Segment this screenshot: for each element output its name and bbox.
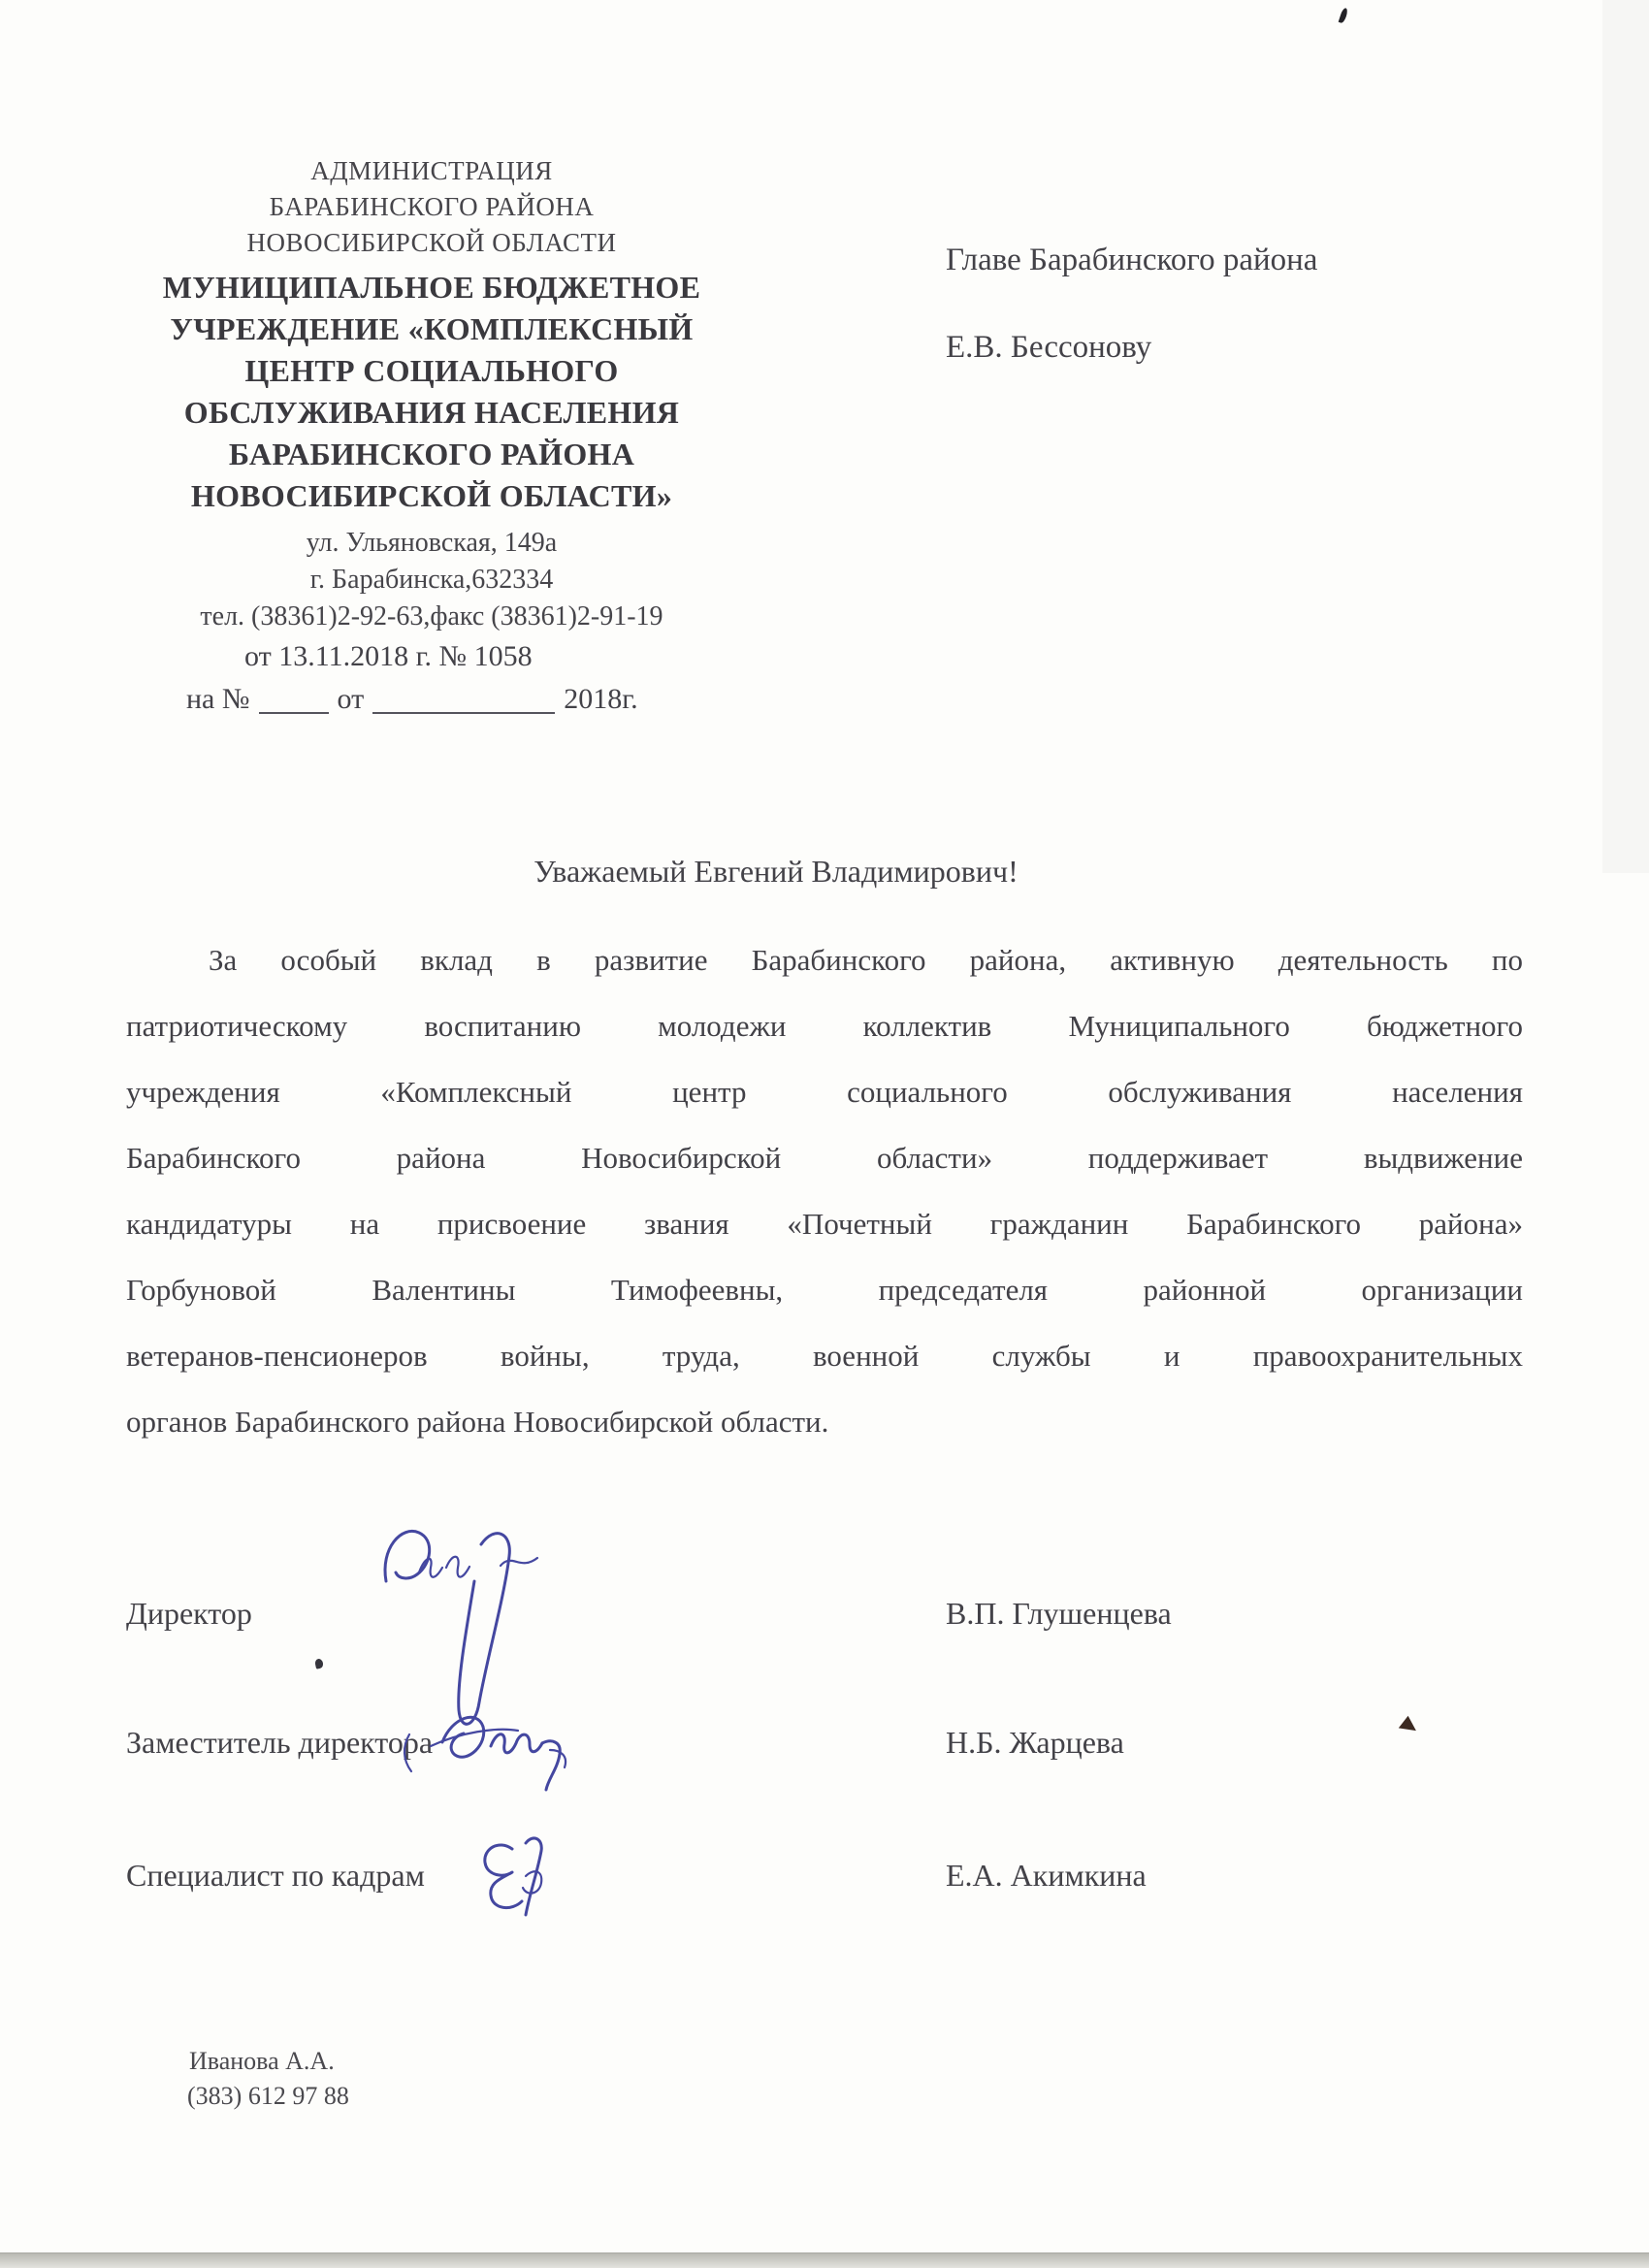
body-line: ветеранов-пенсионеров войны, труда, военной службы и правоохранительных (126, 1339, 1523, 1373)
incoming-ref-suffix: 2018г. (564, 683, 638, 715)
body-line: Барабинского района Новосибирской области» поддерживает выдвижение (126, 1141, 1523, 1175)
signature-title: Специалист по кадрам (126, 1858, 425, 1893)
scan-speck-middle (314, 1658, 324, 1669)
body-line: органов Барабинского района Новосибирской области. (126, 1405, 829, 1439)
signature-title: Директор (126, 1596, 252, 1631)
salutation: Уважаемый Евгений Владимирович! (534, 854, 1018, 889)
body-line: учреждения «Комплексный центр социального обслуживания населения (126, 1075, 1523, 1109)
organization-name (131, 267, 732, 517)
city-address: г. Барабинска,632334 (309, 565, 554, 595)
phone-fax-line: тел. (38361)2-92-63,факс (38361)2-91-19 (200, 601, 663, 632)
scan-edge-shade (1602, 0, 1649, 873)
org-line: МУНИЦИПАЛЬНОЕ БЮДЖЕТНОЕ (162, 270, 701, 305)
signature-name: В.П. Глушенцева (946, 1596, 1172, 1631)
body-line: Горбуновой Валентины Тимофеевны, председателя районной организации (126, 1273, 1523, 1307)
org-line: БАРАБИНСКОГО РАЙОНА (228, 437, 635, 471)
signature-row (126, 1858, 1523, 1894)
org-line: УЧРЕЖДЕНИЕ «КОМПЛЕКСНЫЙ (170, 311, 694, 346)
org-line: НОВОСИБИРСКОЙ ОБЛАСТИ» (190, 478, 673, 513)
blank-underline-number (259, 689, 329, 714)
street-address: ул. Ульяновская, 149а (306, 528, 558, 558)
addressee-name: Е.В. Бессонову (946, 330, 1152, 365)
blank-underline-date (372, 689, 555, 714)
org-line: ЦЕНТР СОЦИАЛЬНОГО (244, 353, 619, 388)
outgoing-reference: от 13.11.2018 г. № 1058 (244, 640, 533, 672)
letterhead-admin-block (131, 153, 732, 261)
body-line: патриотическому воспитанию молодежи коллектив Муниципального бюджетного (126, 1009, 1523, 1043)
incoming-reference-line (186, 683, 638, 716)
signature-row (126, 1725, 1523, 1761)
signature-name: Н.Б. Жарцева (946, 1725, 1124, 1760)
scan-speck-top (1339, 7, 1349, 23)
body-line: За особый вклад в развитие Барабинского района, активную деятельность по (209, 943, 1523, 977)
body-line: кандидатуры на присвоение звания «Почетный гражданин Барабинского района» (126, 1207, 1523, 1241)
executor-phone: (383) 612 97 88 (187, 2082, 349, 2110)
deputy-handwritten-signature-icon (400, 1694, 579, 1796)
scan-bottom-edge (0, 2252, 1649, 2268)
signature-title: Заместитель директора (126, 1725, 434, 1760)
admin-line: НОВОСИБИРСКОЙ ОБЛАСТИ (246, 228, 617, 257)
hr-handwritten-signature-icon (468, 1828, 560, 1929)
body-paragraph (126, 927, 1523, 1455)
admin-line: БАРАБИНСКОГО РАЙОНА (269, 192, 595, 221)
org-line: ОБСЛУЖИВАНИЯ НАСЕЛЕНИЯ (183, 395, 680, 430)
incoming-ref-middle: от (337, 683, 365, 715)
addressee-title: Главе Барабинского района (946, 243, 1318, 277)
letterhead-address (131, 525, 732, 635)
signature-row (126, 1596, 1523, 1632)
signature-name: Е.А. Акимкина (946, 1858, 1147, 1893)
admin-line: АДМИНИСТРАЦИЯ (310, 156, 553, 185)
executor-name: Иванова А.А. (189, 2047, 335, 2075)
incoming-ref-prefix: на № (186, 683, 250, 715)
letterhead (131, 153, 732, 635)
